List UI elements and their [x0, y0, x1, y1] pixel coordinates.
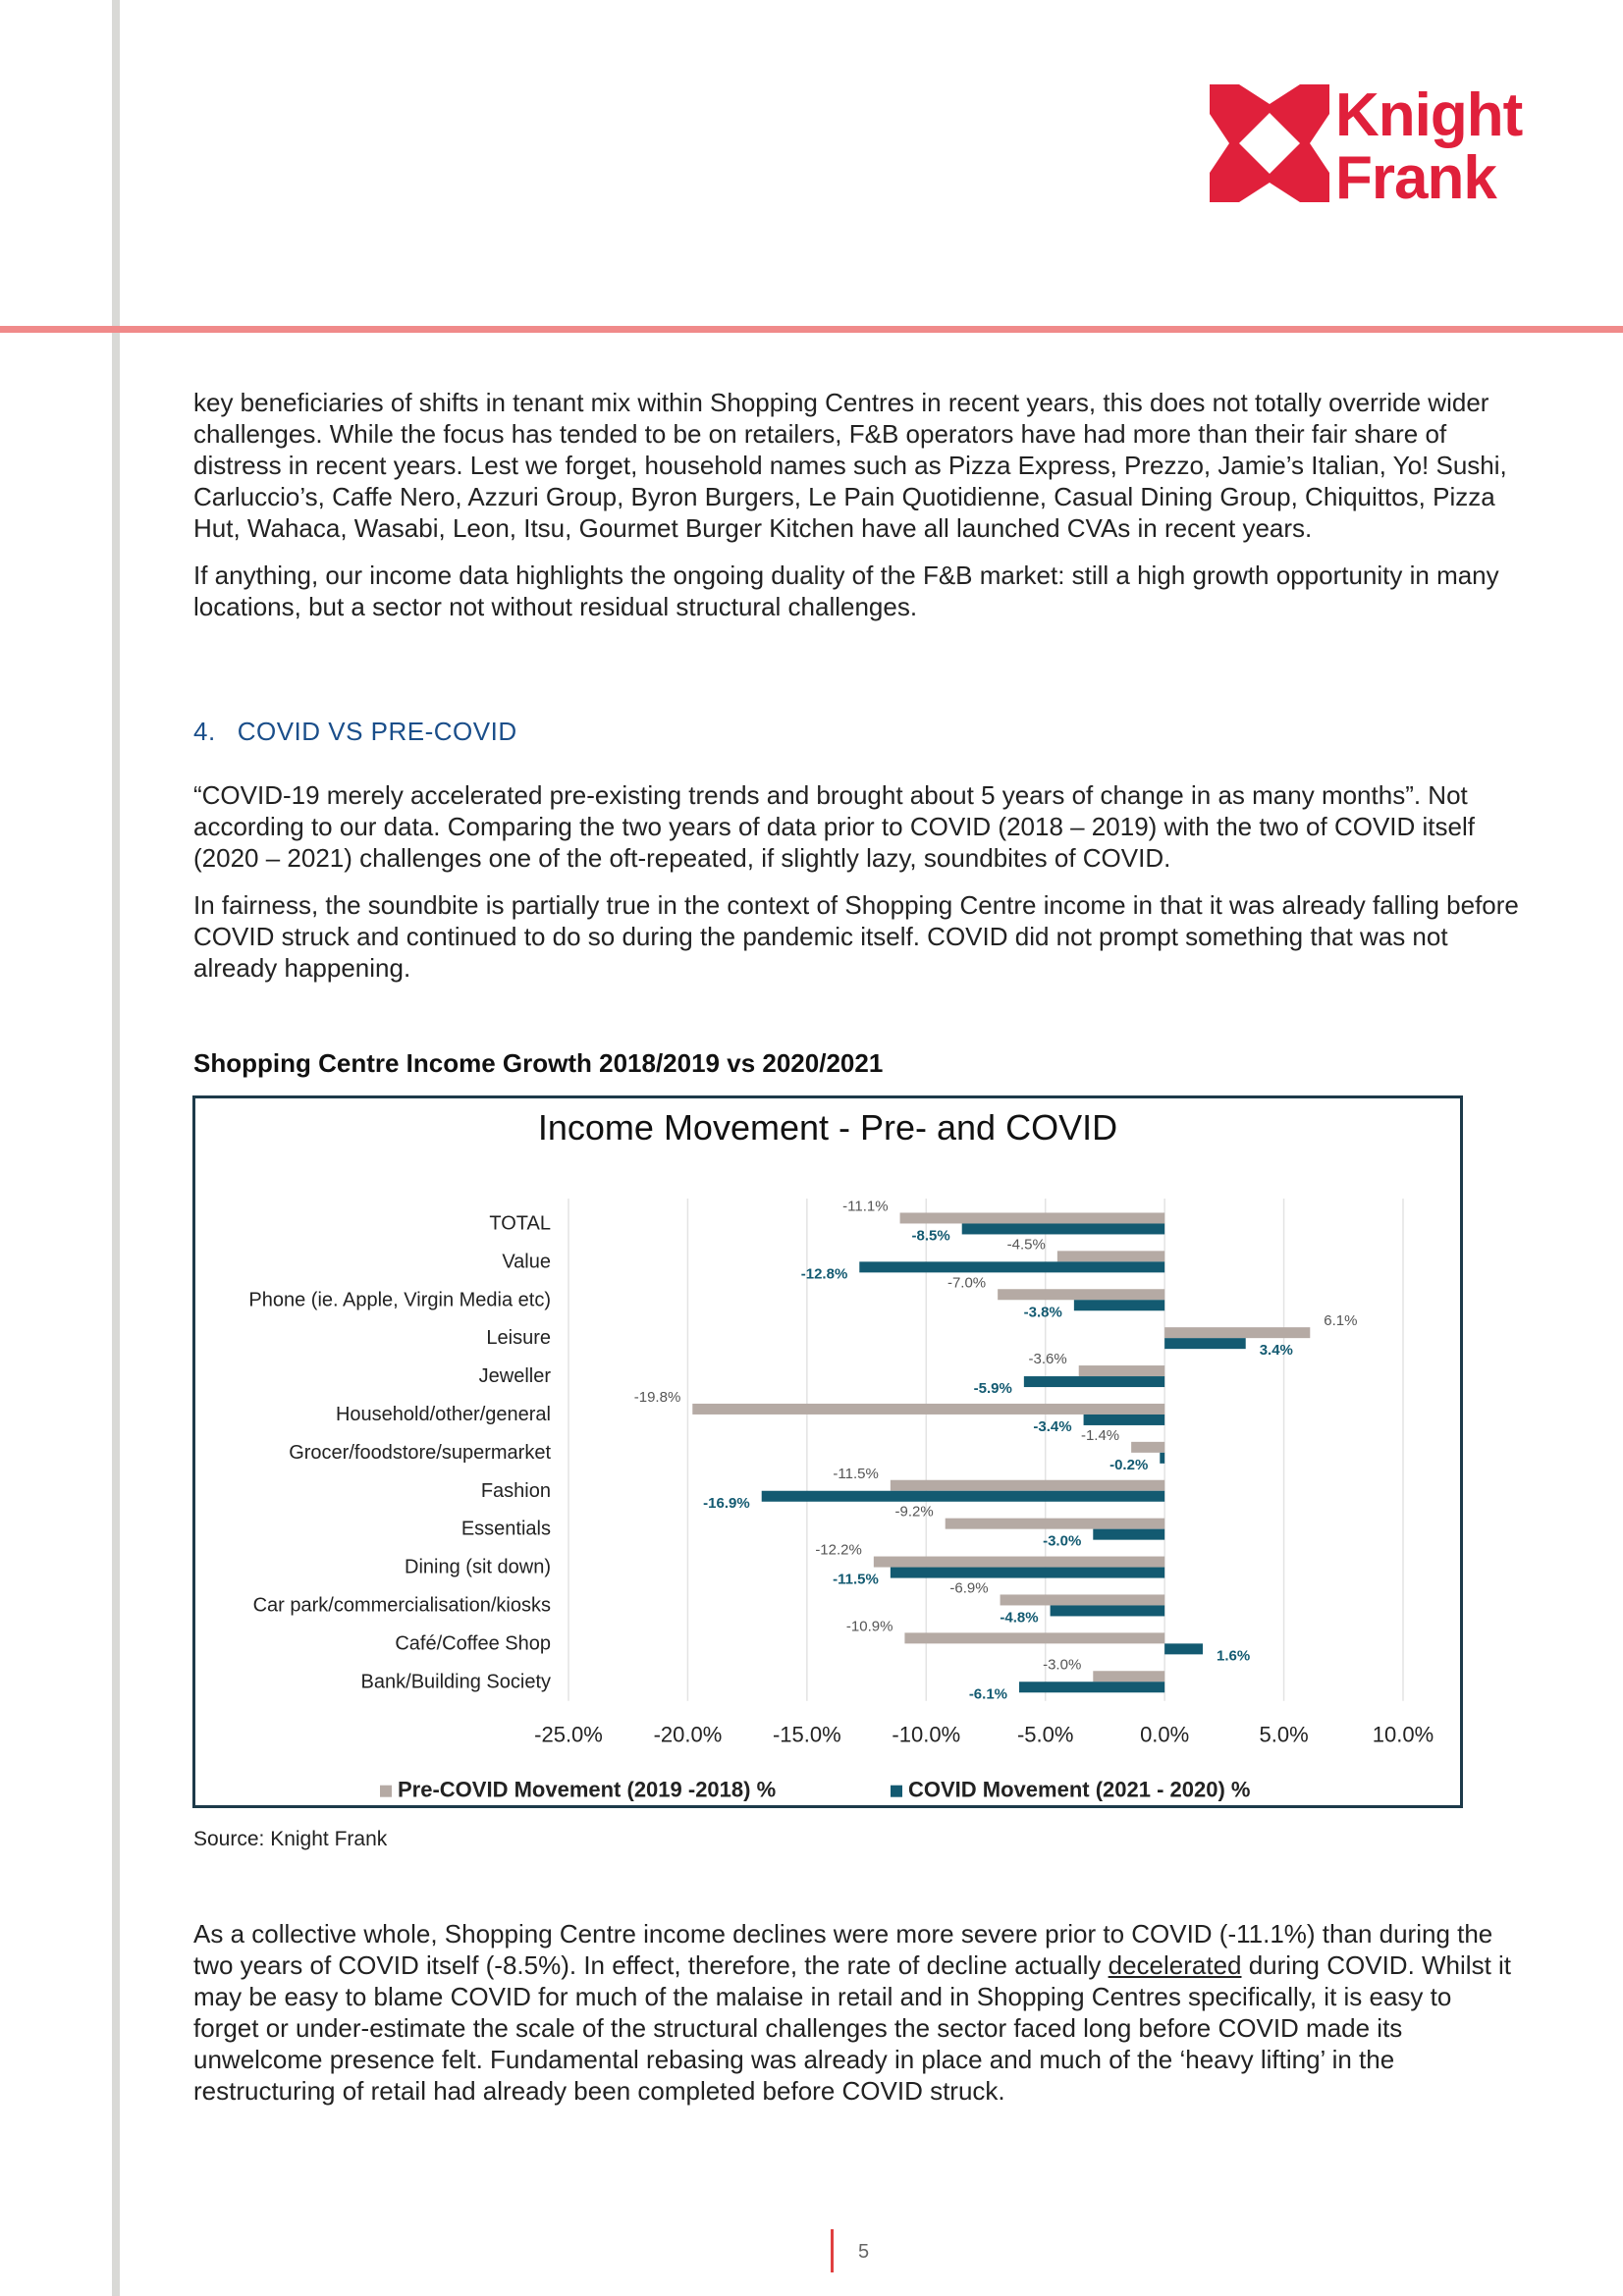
category-label: Household/other/general: [335, 1403, 551, 1425]
precovid-bar: [998, 1289, 1164, 1300]
logo-word-knight: Knight: [1335, 81, 1523, 149]
category-label: Bank/Building Society: [360, 1671, 551, 1693]
paragraph: [193, 1918, 1519, 2107]
precovid-data-label: -4.5%: [1006, 1236, 1046, 1254]
left-margin-rule: [112, 0, 120, 2296]
page-number: 5: [858, 2241, 870, 2263]
x-tick-label: -5.0%: [1016, 1722, 1074, 1747]
covid-bar: [762, 1491, 1164, 1502]
x-tick-label: -25.0%: [534, 1722, 603, 1747]
covid-bar: [1164, 1643, 1203, 1654]
covid-bar: [1093, 1529, 1164, 1540]
covid-data-label: -16.9%: [703, 1494, 750, 1512]
chart-caption: Shopping Centre Income Growth 2018/2019 vs 2020/2021: [193, 1048, 884, 1078]
covid-data-label: -3.8%: [1023, 1304, 1062, 1321]
category-label: Fashion: [480, 1479, 551, 1502]
category-label: Value: [502, 1251, 551, 1273]
precovid-data-label: -12.2%: [815, 1541, 862, 1559]
covid-data-label: -3.0%: [1043, 1532, 1082, 1550]
covid-data-label: -3.4%: [1033, 1417, 1072, 1435]
legend-label-covid: COVID Movement (2021 - 2020) %: [908, 1777, 1251, 1802]
x-tick-label: -15.0%: [772, 1722, 841, 1747]
category-label: Car park/commercialisation/kiosks: [252, 1594, 551, 1617]
legend-swatch-covid: [891, 1786, 902, 1797]
covid-data-label: -12.8%: [800, 1265, 848, 1283]
category-label: Essentials: [460, 1518, 551, 1540]
precovid-bar: [1057, 1251, 1164, 1261]
precovid-data-label: -1.4%: [1080, 1426, 1120, 1444]
section-heading: [193, 717, 517, 747]
emphasis-word: decelerated: [1108, 1950, 1242, 1980]
category-label: Dining (sit down): [405, 1556, 551, 1578]
precovid-data-label: -19.8%: [633, 1388, 681, 1406]
covid-bar: [962, 1223, 1164, 1234]
category-label: Leisure: [486, 1327, 551, 1350]
knight-frank-logo: [1210, 81, 1524, 212]
covid-bar: [1160, 1453, 1164, 1464]
section-title: COVID VS PRE-COVID: [237, 717, 517, 746]
x-tick-label: -20.0%: [653, 1722, 723, 1747]
precovid-bar: [904, 1632, 1164, 1643]
covid-data-label: -11.5%: [833, 1571, 879, 1588]
paragraph: In fairness, the soundbite is partially true in the context of Shopping Centre income in that it was already falling before COVID struck and continued to do so during the pandemic itself. COVID did not prompt something that was not already happening.: [193, 890, 1519, 983]
covid-data-label: 3.4%: [1259, 1342, 1293, 1360]
covid-bar: [1084, 1415, 1165, 1425]
header-divider: [0, 326, 1623, 333]
logo-word-frank: Frank: [1335, 144, 1496, 212]
covid-bar: [859, 1261, 1164, 1272]
paragraph-part: As a collective whole, Shopping Centre income declines were more severe prior to COVID (-11.1%) than during the two years of COVID itself (-8.5%). In effect, therefore, the rate of decline actually: [193, 1919, 1493, 1980]
covid-bar: [1074, 1300, 1164, 1310]
covid-data-label: -6.1%: [968, 1685, 1007, 1703]
precovid-data-label: -11.5%: [833, 1465, 879, 1482]
covid-data-label: -8.5%: [911, 1227, 950, 1245]
precovid-data-label: -3.6%: [1028, 1351, 1067, 1368]
logo-mark-icon: [1210, 84, 1329, 202]
paragraph: “COVID-19 merely accelerated pre-existing trends and brought about 5 years of change in as many months”. Not according to our data. Comparing the two years of data prior to COVID (2018 – 2019) with the two of COVID itself (2020 – 2021) challenges one of the oft-repeated, if slightly lazy, soundbites of COVID.: [193, 780, 1475, 873]
category-label: TOTAL: [489, 1212, 551, 1235]
precovid-data-label: -7.0%: [947, 1274, 987, 1292]
precovid-bar: [1079, 1365, 1164, 1376]
legend-swatch-precovid: [380, 1786, 392, 1797]
covid-bar: [1051, 1605, 1165, 1616]
covid-bar: [1024, 1376, 1164, 1387]
intro-text: [193, 387, 1519, 622]
precovid-bar: [1093, 1671, 1164, 1682]
x-tick-label: 5.0%: [1259, 1722, 1309, 1747]
precovid-data-label: -11.1%: [842, 1198, 889, 1215]
source-note: Source: Knight Frank: [193, 1828, 388, 1850]
covid-data-label: 1.6%: [1217, 1647, 1251, 1665]
category-label: Café/Coffee Shop: [395, 1632, 551, 1655]
section-number: 4.: [193, 717, 216, 746]
precovid-data-label: -10.9%: [845, 1618, 893, 1635]
category-label: Jeweller: [478, 1365, 551, 1388]
paragraph-part: during COVID. Whilst it may be easy to blame COVID for much of the malaise in retail and in Shopping Centres specifically, it is easy to forget or under-estimate the scale of the structural challenges the sector faced long before COVID made its unwelcome presence felt. Fundamental rebasing was already in place and much of the ‘heavy lifting’ in the restructuring of retail had already been completed before COVID struck.: [193, 1950, 1512, 2106]
precovid-bar: [946, 1519, 1164, 1529]
precovid-bar: [1131, 1442, 1164, 1453]
precovid-data-label: -9.2%: [894, 1503, 934, 1521]
precovid-bar: [900, 1212, 1165, 1223]
chart-frame: [192, 1095, 1463, 1808]
precovid-bar: [1164, 1327, 1310, 1338]
section-text: [193, 779, 1519, 984]
covid-data-label: -4.8%: [1000, 1609, 1039, 1627]
covid-bar: [891, 1568, 1164, 1578]
category-label: Phone (ie. Apple, Virgin Media etc): [248, 1289, 551, 1311]
covid-data-label: -5.9%: [973, 1380, 1012, 1398]
precovid-bar: [891, 1480, 1164, 1491]
covid-bar: [1019, 1682, 1164, 1692]
precovid-bar: [1001, 1594, 1165, 1605]
x-tick-label: 10.0%: [1372, 1722, 1434, 1747]
precovid-bar: [874, 1557, 1164, 1568]
covid-bar: [1164, 1338, 1246, 1349]
precovid-bar: [692, 1404, 1164, 1415]
precovid-data-label: 6.1%: [1324, 1312, 1358, 1330]
covid-data-label: -0.2%: [1109, 1456, 1149, 1473]
category-label: Grocer/foodstore/supermarket: [289, 1441, 551, 1464]
precovid-data-label: -3.0%: [1043, 1656, 1082, 1674]
logo-wordmark: [1335, 81, 1523, 212]
page-number-marker: [831, 2229, 834, 2272]
paragraph: If anything, our income data highlights the ongoing duality of the F&B market: still a high growth opportunity in many locations, but a sector not without residual structural challenges.: [193, 561, 1499, 621]
chart-title: Income Movement - Pre- and COVID: [537, 1107, 1118, 1148]
x-tick-label: 0.0%: [1140, 1722, 1190, 1747]
paragraph: key beneficiaries of shifts in tenant mix within Shopping Centres in recent years, this does not totally override wider challenges. While the focus has tended to be on retailers, F&B operators have had more than their fair share of distress in recent years. Lest we forget, household names such as Pizza Express, Prezzo, Jamie’s Italian, Yo! Sushi, Carluccio’s, Caffe Nero, Azzuri Group, Byron Burgers, Le Pain Quotidienne, Casual Dining Group, Chiquittos, Pizza Hut, Wahaca, Wasabi, Leon, Itsu, Gourmet Burger Kitchen have all launched CVAs in recent years.: [193, 388, 1507, 543]
x-tick-label: -10.0%: [892, 1722, 961, 1747]
income-chart: [195, 1098, 1460, 1805]
conclusion-text: [193, 1918, 1519, 2107]
precovid-data-label: -6.9%: [949, 1579, 989, 1597]
legend-label-precovid: Pre-COVID Movement (2019 -2018) %: [398, 1777, 777, 1802]
